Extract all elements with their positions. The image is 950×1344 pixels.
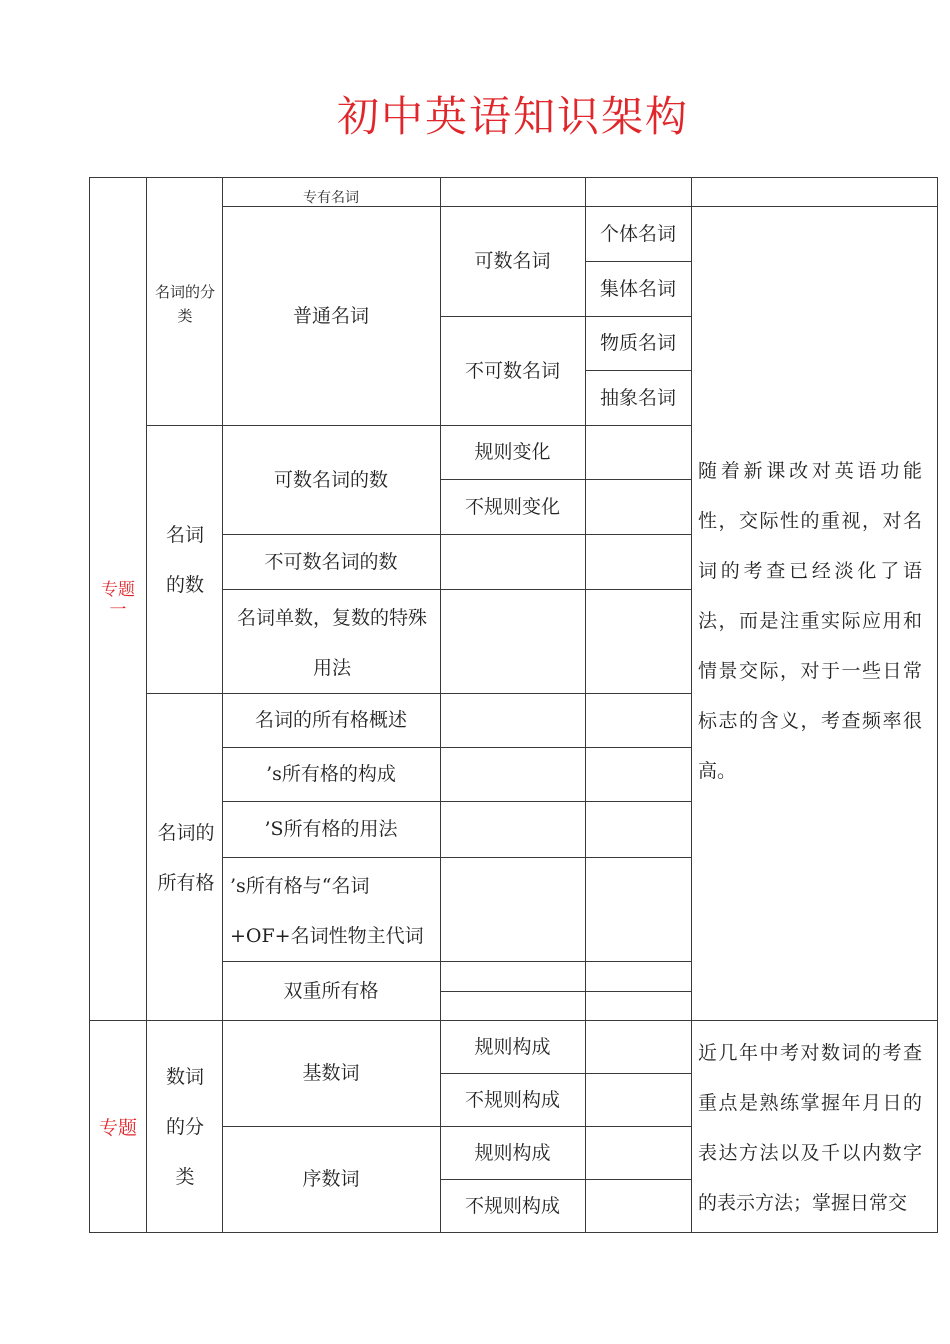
cell-ordinal: 序数词: [302, 1168, 360, 1190]
topic2-label: 专题: [98, 1117, 137, 1139]
cell-special-usage: 名词单数，复数的特殊用法: [236, 607, 427, 679]
topic2-note: 近几年中考对数词的考查重点是熟练掌握年月日的表达方法以及千以内数字的表示方法；掌握日常交: [698, 1042, 922, 1214]
cell-cardinal-irregular: 不规则构成: [464, 1088, 560, 1111]
cell-ordinal-regular: 规则构成: [474, 1141, 551, 1164]
rule: [89, 177, 938, 178]
topic1-label: 专题一: [101, 580, 135, 620]
cell-material-noun: 物质名词: [599, 332, 676, 354]
cell-s-usage: ’S所有格的用法: [264, 818, 398, 840]
cell-cardinal-regular: 规则构成: [474, 1035, 551, 1058]
cell-s-form: ’s所有格的构成: [266, 763, 396, 785]
cell-individual-noun: 个体名词: [599, 222, 676, 245]
cell-uncountable-noun: 不可数名词: [464, 359, 560, 382]
cell-ordinal-irregular: 不规则构成: [464, 1194, 560, 1217]
topic1-note: 随着新课改对英语功能性，交际性的重视，对名词的考查已经淡化了语法，而是注重实际应用和情景交际，对于一些日常标志的含义，考查频率很高。: [698, 460, 922, 782]
rule: [89, 1232, 938, 1233]
cell-double-possessive: 双重所有格: [283, 979, 379, 1002]
cell-irregular-change: 不规则变化: [464, 495, 560, 518]
rule: [146, 177, 147, 1233]
noun-class-label: 名词的分类: [154, 283, 215, 325]
cell-uncountable-number: 不可数名词的数: [264, 550, 398, 573]
cell-collective-noun: 集体名词: [599, 277, 676, 300]
possessive-label: 名词的所有格: [157, 822, 215, 894]
page-title: 初中英语知识架构: [336, 92, 689, 141]
cell-countable-noun: 可数名词: [474, 250, 551, 272]
rule: [222, 857, 691, 858]
rule: [440, 991, 691, 992]
rule: [691, 177, 692, 1233]
numeral-class-label: 数词的分类: [165, 1066, 204, 1188]
cell-abstract-noun: 抽象名词: [599, 386, 676, 409]
cell-countable-number: 可数名词的数: [273, 468, 388, 491]
cell-s-vs-of: ’s所有格与“名词+OF+名词性物主代词: [230, 875, 424, 947]
cell-cardinal: 基数词: [302, 1062, 360, 1084]
rule: [937, 177, 938, 1233]
cell-common-noun: 普通名词: [292, 304, 369, 327]
cell-possessive-overview: 名词的所有格概述: [254, 709, 407, 731]
rule: [222, 589, 691, 590]
cell-regular-change: 规则变化: [474, 441, 551, 463]
cell-proper-noun: 专有名词: [303, 190, 359, 206]
rule: [89, 177, 90, 1233]
noun-number-label: 名词的数: [165, 524, 204, 596]
